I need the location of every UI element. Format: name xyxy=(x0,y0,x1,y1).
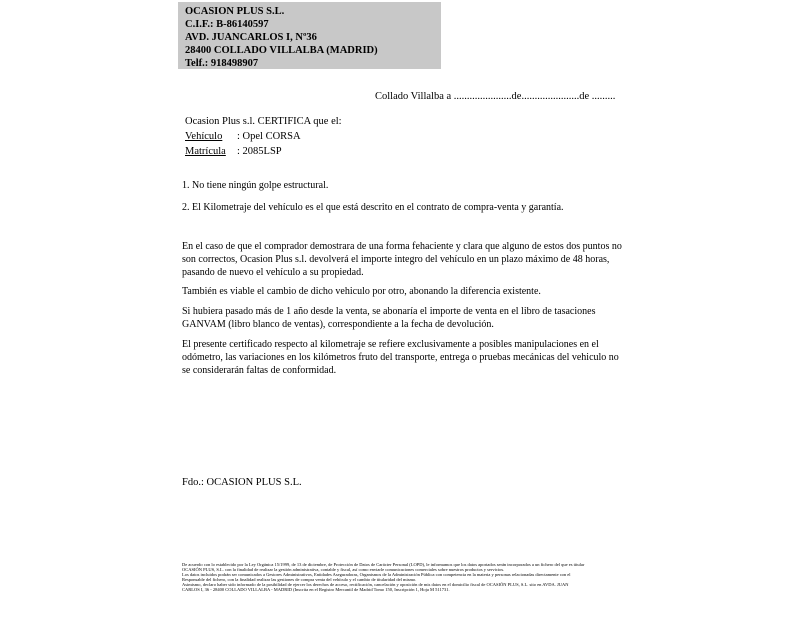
legal-fine-print xyxy=(182,562,612,622)
vehicle-value: : Opel CORSA xyxy=(237,131,301,142)
legal-line: OCASIÓN PLUS, S.L. con la finalidad de realizar la gestión administrativa, contable y fiscal, así como enviarle comunicaciones comerciales sobre nuestros productos y servicios. xyxy=(182,567,505,572)
company-letterhead xyxy=(178,2,441,69)
signature-line: Fdo.: OCASION PLUS S.L. xyxy=(182,477,302,488)
company-phone: Telf.: 918498907 xyxy=(185,58,259,69)
company-name: OCASION PLUS S.L. xyxy=(185,6,285,17)
legal-line: De acuerdo con lo establecido por la Ley Orgánica 15/1999, de 13 de diciembre, de Protección de Datos de Carácter Personal (LOPD), le informamos que los datos aportados serán incorporados a un fichero del que es titular xyxy=(182,562,585,567)
legal-line: Asimismo, declaro haber sido informado de la posibilidad de ejercer los derechos de acceso, rectificación, cancelación y oposición de mis datos en el domicilio fiscal de OCASIÓN PLUS, S.L. sito en AVDA. JUAN xyxy=(182,582,569,587)
company-cif: C.I.F.: B-86140597 xyxy=(185,19,269,30)
certification-block xyxy=(185,116,342,161)
date-line: Collado Villalba a ......................de......................de ......... xyxy=(375,91,616,102)
point-2: 2. El Kilometraje del vehículo es el que está descrito en el contrato de compra-venta y garantía. xyxy=(182,202,564,213)
certify-intro: Ocasion Plus s.l. CERTIFICA que el: xyxy=(185,116,342,127)
plate-value: : 2085LSP xyxy=(237,146,282,157)
paragraph-ganvam: Si hubiera pasado más de 1 año desde la venta, se abonaría el importe de venta en el libro de tasaciones GANVAM (libro blanco de ventas), correspondiente a la fecha de devolución. xyxy=(182,306,596,330)
vehicle-row xyxy=(185,131,342,146)
plate-label: Matrícula xyxy=(185,146,226,157)
legal-line: CARLOS I, 36 - 28400 COLLADO VILLALBA - MADRID (Inscrita en el Registro Mercantil de Madrid Tomo 150, Inscripción 1, Hoja M 511731. xyxy=(182,587,450,592)
paragraph-odometer: El presente certificado respecto al kilometraje se refiere exclusivamente a posibles manipulaciones en el odómetro, las variaciones en los kilómetros fruto del transporte, entrega o pruebas mecánicas del vehiculo no se considerarán faltas de conformidad. xyxy=(182,339,619,376)
company-address: AVD. JUANCARLOS I, Nº36 xyxy=(185,32,317,43)
plate-row xyxy=(185,146,342,161)
paragraph-refund: En el caso de que el comprador demostrara de una forma fehaciente y clara que alguno de estos dos puntos no son correctos, Ocasion Plus s.l. devolverá el importe integro del vehículo en un plazo máximo de 48 horas, pasando de nuevo el vehículo a su propiedad. xyxy=(182,241,622,278)
vehicle-label: Vehículo xyxy=(185,131,223,142)
point-1: 1. No tiene ningún golpe estructural. xyxy=(182,180,329,191)
paragraph-exchange: También es viable el cambio de dicho vehiculo por otro, abonando la diferencia existente. xyxy=(182,286,541,297)
legal-line: Responsable del fichero, con la finalidad realizar las gestiones de compra venta del vehículo y el cambio de titularidad del mismo. xyxy=(182,577,417,582)
company-city: 28400 COLLADO VILLALBA (MADRID) xyxy=(185,45,378,56)
legal-line: Los datos incluidos podrán ser comunicados a Gestores Administrativos, Entidades Aseguradoras, Organismos de la Administración Pública con competencia en la materia y personas relacionadas directamente con el xyxy=(182,572,571,577)
